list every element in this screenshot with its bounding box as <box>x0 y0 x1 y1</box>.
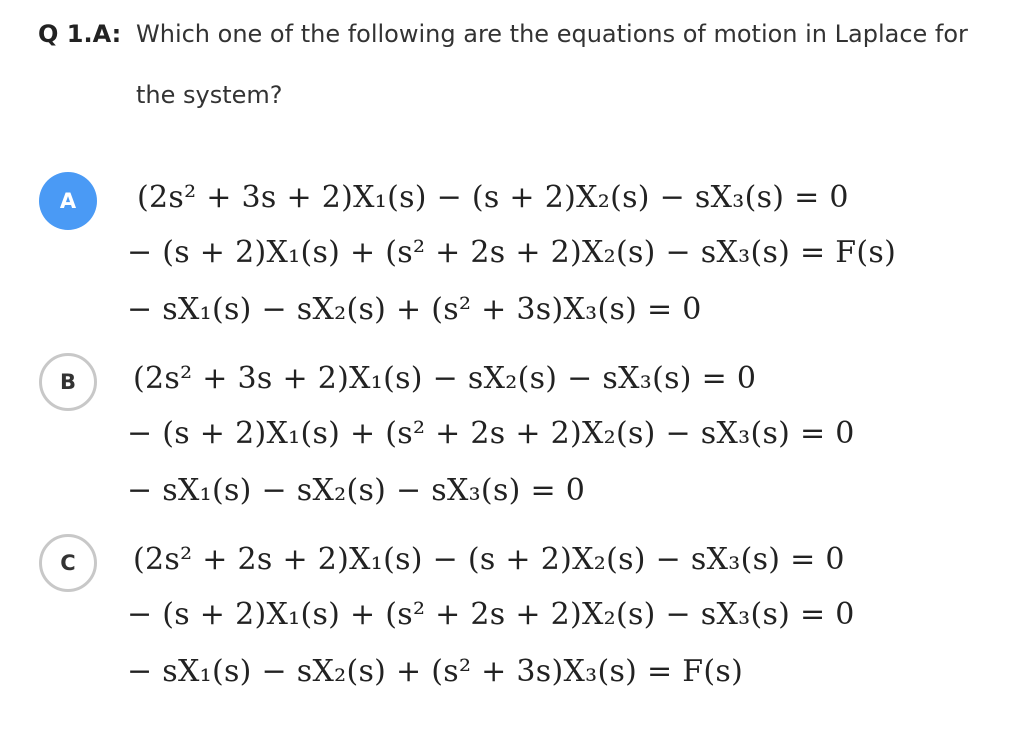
option-c-badge[interactable]: C <box>39 534 97 592</box>
option-b-equation-2: − (s + 2)X₁(s) + (s² + 2s + 2)X₂(s) − sX₃(s) = 0 <box>127 416 855 451</box>
question-text-line-1: Which one of the following are the equations of motion in Laplace for <box>136 20 968 48</box>
option-a-equation-3: − sX₁(s) − sX₂(s) + (s² + 3s)X₃(s) = 0 <box>127 292 702 327</box>
option-c-equation-1: (2s² + 2s + 2)X₁(s) − (s + 2)X₂(s) − sX₃(s) = 0 <box>133 542 845 577</box>
question-text-line-2: the system? <box>136 81 283 109</box>
option-b-equation-3: − sX₁(s) − sX₂(s) − sX₃(s) = 0 <box>127 473 586 508</box>
option-a-equation-1: (2s² + 3s + 2)X₁(s) − (s + 2)X₂(s) − sX₃(s) = 0 <box>137 180 849 215</box>
option-c-equation-2: − (s + 2)X₁(s) + (s² + 2s + 2)X₂(s) − sX₃(s) = 0 <box>127 597 855 632</box>
option-b-badge[interactable]: B <box>39 353 97 411</box>
option-a-badge[interactable]: A <box>39 172 97 230</box>
option-c-equation-3: − sX₁(s) − sX₂(s) + (s² + 3s)X₃(s) = F(s) <box>127 654 744 689</box>
option-b-equation-1: (2s² + 3s + 2)X₁(s) − sX₂(s) − sX₃(s) = 0 <box>133 361 757 396</box>
question-number: Q 1.A: <box>38 20 122 48</box>
option-a-equation-2: − (s + 2)X₁(s) + (s² + 2s + 2)X₂(s) − sX₃(s) = F(s) <box>127 235 897 270</box>
